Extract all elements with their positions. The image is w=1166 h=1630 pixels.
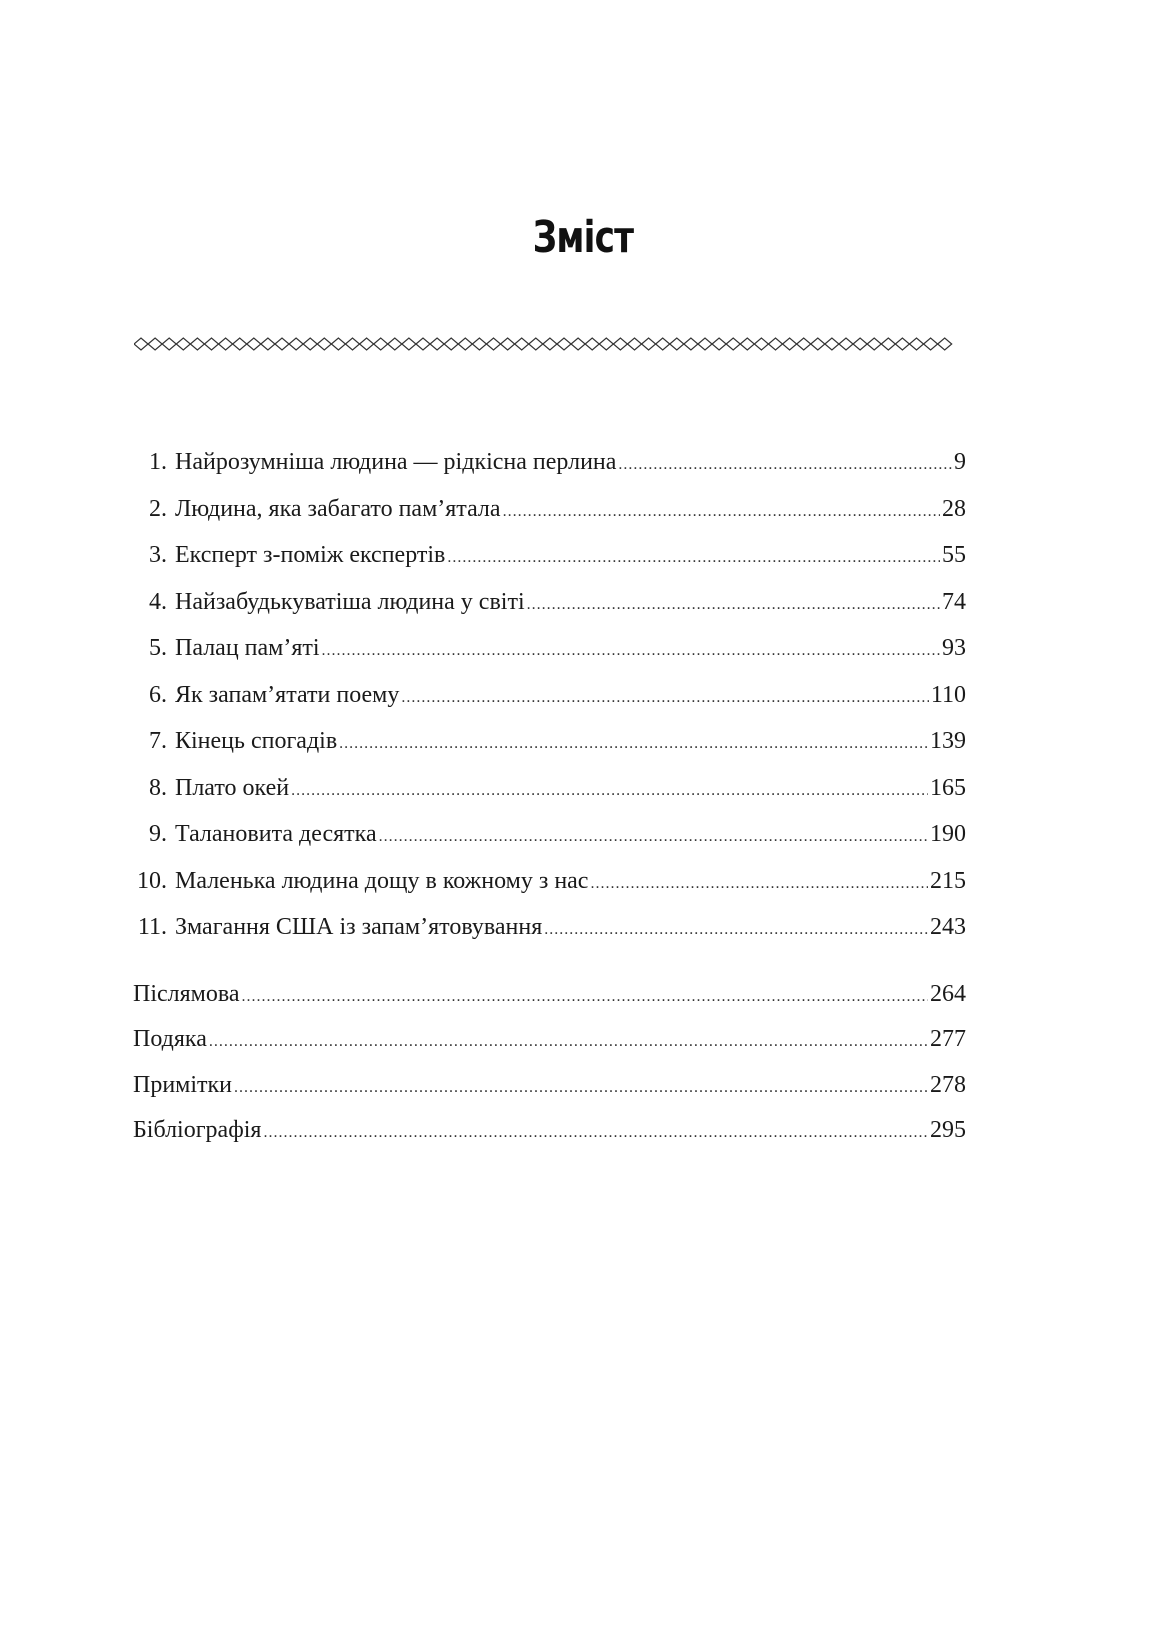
chapter-number: 2. [149,495,167,522]
diamond-ornament [529,338,543,350]
chapter-title: Найзабудькуватіша людина у світі [175,588,525,615]
toc-entry[interactable] [133,726,966,773]
diamond-ornament [712,338,726,350]
diamond-ornament [374,338,388,350]
diamond-ornament [670,338,684,350]
chapter-title: Змагання США із запам’ятовування [175,914,543,940]
page-number: 278 [930,1071,966,1098]
diamond-ornament [881,338,895,350]
chapter-title: Експерт з-поміж експертів [175,542,446,568]
diamond-ornament [247,338,261,350]
chapter-title: Маленька людина дощу в кожному з нас [175,867,589,894]
dot-leader [379,822,928,852]
diamond-ornament [839,338,853,350]
toc-entry[interactable] [133,587,966,634]
diamond-ornament [628,338,642,350]
diamond-ornament [754,338,768,350]
page-number: 74 [942,588,966,615]
diamond-ornament [740,338,754,350]
page-number: 165 [930,774,966,801]
page-number: 243 [930,914,966,940]
diamond-ornament [317,338,331,350]
dot-leader [322,636,940,666]
section-title: Бібліографія [133,1117,262,1143]
diamond-ornament [895,338,909,350]
chapter-number: 11. [137,914,167,940]
page-number: 139 [930,728,966,754]
chapter-title: Людина, яка забагато пам’ятала [175,495,501,522]
diamond-ornament [797,338,811,350]
dot-leader [339,729,928,759]
diamond-ornament [910,338,924,350]
diamond-ornament [811,338,825,350]
diamond-ornament [444,338,458,350]
dot-leader [242,982,928,1012]
chapter-number: 10. [137,867,167,894]
section-title: Подяка [133,1026,207,1052]
page-number: 190 [930,821,966,847]
dot-leader [618,450,952,480]
diamond-ornament [402,338,416,350]
diamond-ornament [261,338,275,350]
dot-leader [527,590,940,620]
page-number: 215 [930,867,966,894]
page-number: 9 [954,449,966,475]
diamond-ornament [275,338,289,350]
diamond-ornament [134,338,148,350]
table-of-contents [133,447,966,1161]
page-number: 277 [930,1026,966,1052]
page-number: 295 [930,1117,966,1143]
chapter-title: Палац пам’яті [175,635,320,661]
diamond-ornament [585,338,599,350]
chapter-number: 1. [149,449,167,475]
toc-entry[interactable] [133,680,966,727]
page-number: 93 [942,635,966,661]
chapter-number: 3. [149,542,167,568]
dot-leader [209,1027,928,1057]
diamond-ornament [162,338,176,350]
diamond-ornament [487,338,501,350]
diamond-ornament [331,338,345,350]
diamond-ornament [303,338,317,350]
diamond-ornament [430,338,444,350]
toc-entry[interactable] [133,540,966,587]
diamond-ornament [219,338,233,350]
diamond-ornament [938,338,952,350]
diamond-ornament [346,338,360,350]
chapter-title: Як запам’ятати поему [175,681,400,708]
diamond-ornament [642,338,656,350]
diamond-ornament [458,338,472,350]
chapter-number: 4. [149,588,167,615]
chapter-number: 8. [149,774,167,801]
toc-entry[interactable] [133,819,966,866]
dot-leader [447,543,940,573]
dot-leader [401,683,929,713]
toc-entry[interactable] [133,494,966,541]
diamond-ornament [924,338,938,350]
section-title: Примітки [133,1071,233,1098]
diamond-ornament [613,338,627,350]
diamond-ornament [289,338,303,350]
toc-entry[interactable] [133,633,966,680]
chapter-list [133,447,966,959]
toc-entry[interactable] [133,1070,966,1116]
diamond-ornament [148,338,162,350]
dot-leader [234,1073,928,1103]
diamond-ornament [416,338,430,350]
diamond-ornament [205,338,219,350]
chapter-title: Найрозумніша людина — рідкісна перлина [175,449,617,475]
diamond-ornament [472,338,486,350]
diamond-ornament [853,338,867,350]
page-title: Зміст [532,212,634,263]
chapter-number: 6. [149,681,167,708]
chapter-number: 7. [149,728,167,754]
back-matter-list [133,979,966,1161]
toc-entry[interactable] [133,866,966,913]
diamond-ornament [783,338,797,350]
diamond-ornament [543,338,557,350]
diamond-ornament [360,338,374,350]
diamond-ornament [656,338,670,350]
toc-entry[interactable] [133,912,966,959]
diamond-ornament [769,338,783,350]
diamond-ornament [388,338,402,350]
dot-leader [503,497,940,527]
toc-entry[interactable] [133,1024,966,1070]
chapter-title: Плато окей [175,774,290,801]
diamond-ornament [190,338,204,350]
toc-entry[interactable] [133,773,966,820]
page-number: 28 [942,495,966,522]
section-title: Післямова [133,980,240,1007]
page-number: 55 [942,542,966,568]
diamond-ornament [599,338,613,350]
diamond-ornament [825,338,839,350]
page-number: 110 [930,681,966,708]
page-number: 264 [930,980,966,1007]
diamond-ornament [501,338,515,350]
chapter-title: Кінець спогадів [175,728,338,754]
chapter-title: Талановита десятка [175,821,377,847]
diamond-ornament [233,338,247,350]
dot-leader [590,869,928,899]
toc-entry[interactable] [133,979,966,1025]
diamond-ornament [571,338,585,350]
chapter-number: 5. [149,635,167,661]
dot-leader [291,776,928,806]
diamond-ornament [684,338,698,350]
diamond-ornament [867,338,881,350]
diamond-ornament [726,338,740,350]
diamond-ornament-divider [134,337,966,351]
toc-entry[interactable] [133,1115,966,1161]
dot-leader [544,915,928,945]
diamond-ornament [515,338,529,350]
diamond-ornament [698,338,712,350]
chapter-number: 9. [149,821,167,847]
diamond-ornament [557,338,571,350]
dot-leader [263,1118,928,1148]
toc-entry[interactable] [133,447,966,494]
diamond-ornament [176,338,190,350]
